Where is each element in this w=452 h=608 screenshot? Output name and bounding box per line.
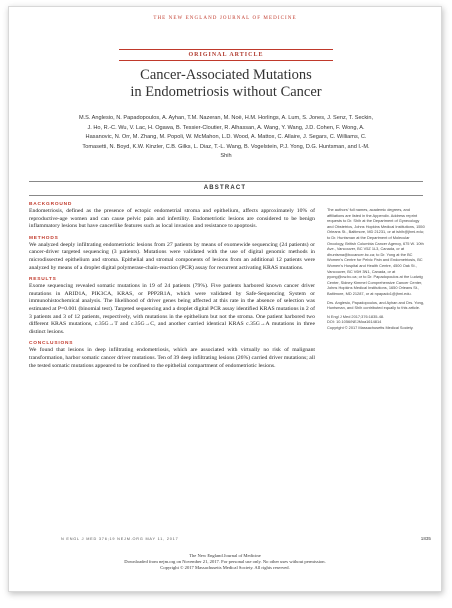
footer-copyright: Copyright © 2017 Massachusetts Medical Society. All rights reserved. [160,565,290,571]
journal-page [8,6,442,592]
article-type-label: ORIGINAL ARTICLE [119,49,333,61]
equal-contribution-note: Drs. Anglesio, Papadopoulos, and Ayhan and Drs. Yong, Huntsman, and Shih contributed equally to this article. [327,299,425,311]
background-text: Endometriosis, defined as the presence of ectopic endometrial stroma and epithelium, affects approximately 10% of reproductive-age women and can cause pelvic pain and infertility. Endometriotic lesions are considered to be benign inflammatory lesions but have cancerlike features such as local invasion and resistance to apoptosis. [29,208,315,230]
results-heading: RESULTS [29,277,57,283]
conclusions-text: We found that lesions in deep infiltrating endometriosis, which are associated with virtually no risk of malignant transformation, harbor somatic cancer driver mutations. Ten of 39 deep infiltrating lesions (26%) carried driver mutations; all the tested somatic mutations appeared to be confined to the epithelial compartment of endometriotic lesions. [29,347,315,369]
sidebar-copyright: Copyright © 2017 Massachusetts Medical Society. [327,324,414,330]
page-number: 1835 [420,536,431,541]
background-heading: BACKGROUND [29,202,73,207]
results-text: Exome sequencing revealed somatic mutations in 19 of 24 patients (79%). Five patients harbored known cancer driver mutations in ARID1A, PIK3CA, KRAS, or PPP2R1A, which were validated by Safe-Sequencing System or immunohistochemical analysis. The likelihood of driver genes being affected at this rate in the absence of selection was estimated at P=0.001 (binomial test). Targeted sequencing and a droplet digital PCR assay identified KRAS mutations in 2 of 3 patients and 3 of 12 patients, respectively, with mutations in the epithelium but not the stroma. One patient harbored two different KRAS mutations, c.35G→T and c.35G→C, and another carried identical KRAS c.35G→A mutations in three distinct lesions. [29,283,315,335]
footer-journal-name: The New England Journal of Medicine [189,553,261,558]
article-title [49,67,403,101]
abstract-top-rule [29,181,423,182]
journal-header: THE NEW ENGLAND JOURNAL OF MEDICINE [153,16,297,21]
doi: DOI: 10.1056/NEJMoa1614814 [327,319,382,325]
methods-heading: METHODS [29,235,59,241]
conclusions-heading: CONCLUSIONS [29,341,74,347]
issue-meta: N ENGL J MED 376;19 NEJM.ORG MAY 11, 2017 [61,537,179,541]
abstract-bottom-rule [29,195,423,196]
abstract-heading: ABSTRACT [203,185,247,191]
abstract-body [29,202,315,375]
title-line-2: in Endometriosis without Cancer [130,84,322,100]
title-line-1: Cancer-Associated Mutations [140,67,312,83]
author-list: M.S. Anglesio, N. Papadopoulos, A. Ayhan, T.M. Nazeran, M. Noë, H.M. Horlings, A. Lum, S. Jones, J. Senz, T. Seckin, J. Ho, R.-C. Wu, V. Lac, H. Ogawa, B. Tessier-Cloutier, R. Alhassan, A. Wang, Y. Wang, J.D. Cohen, F. Wong, A. Hasanovic, N. Orr, M. Zhang, M. Popoli, W. McMahon, L.D. Wood, A. Mattox, C. Allaire, J. Segars, C. Williams, C. Tomasetti, N. Boyd, K.W. Kinzler, C.B. Gilks, L. Diaz, T.-L. Wang, B. Vogelstein, P.J. Yong, D.G. Huntsman, and I.-M. Shih [78,115,374,160]
affiliations-note: The authors' full names, academic degrees, and affiliations are listed in the Appendix. Address reprint requests to Dr. Shih at the Department of Gynecology and Obstetrics, Johns Hopkins Medical Institutions, 1550 Orleans St., Baltimore, MD 21231, or at ishih@jhmi.edu; to Dr. Huntsman at the Department of Molecular Oncology, British Columbia Cancer Agency, 675 W. 10th Ave., Vancouver, BC V5Z 1L3, Canada, or at dhuntsma@bccancer.bc.ca; to Dr. Yong at the BC Women's Centre for Pelvic Pain and Endometriosis, BC Women's Hospital and Health Centre, 4500 Oak St., Vancouver, BC V6H 3N1, Canada, or at pyong@cw.bc.ca; or to Dr. Papadopoulos at the Ludwig Center, Sidney Kimmel Comprehensive Cancer Center, Johns Hopkins Medical Institutions, 1650 Orleans St., Baltimore, MD 21287, or at npapado1@jhmi.edu. [327,207,425,296]
footer-download-notice: Downloaded from nejm.org on November 21, 2017. For personal use only. No other uses without permission. [124,559,326,565]
citation: N Engl J Med 2017;376:1835-48. [327,313,385,319]
sidebar-notes [327,207,425,333]
download-footer [9,553,441,572]
citation-info [327,314,425,331]
methods-text: We analyzed deeply infiltrating endometriotic lesions from 27 patients by means of exomewide sequencing (24 patients) or cancer-driver targeted sequencing (3 patients). Mutations were validated with the use of digital genomic methods in microdissected epithelium and stroma. Epithelial and stromal components of lesions from an additional 12 patients were analyzed by means of a droplet digital polymerase-chain-reaction (PCR) assay for recurrent activating KRAS mutations. [29,241,315,271]
